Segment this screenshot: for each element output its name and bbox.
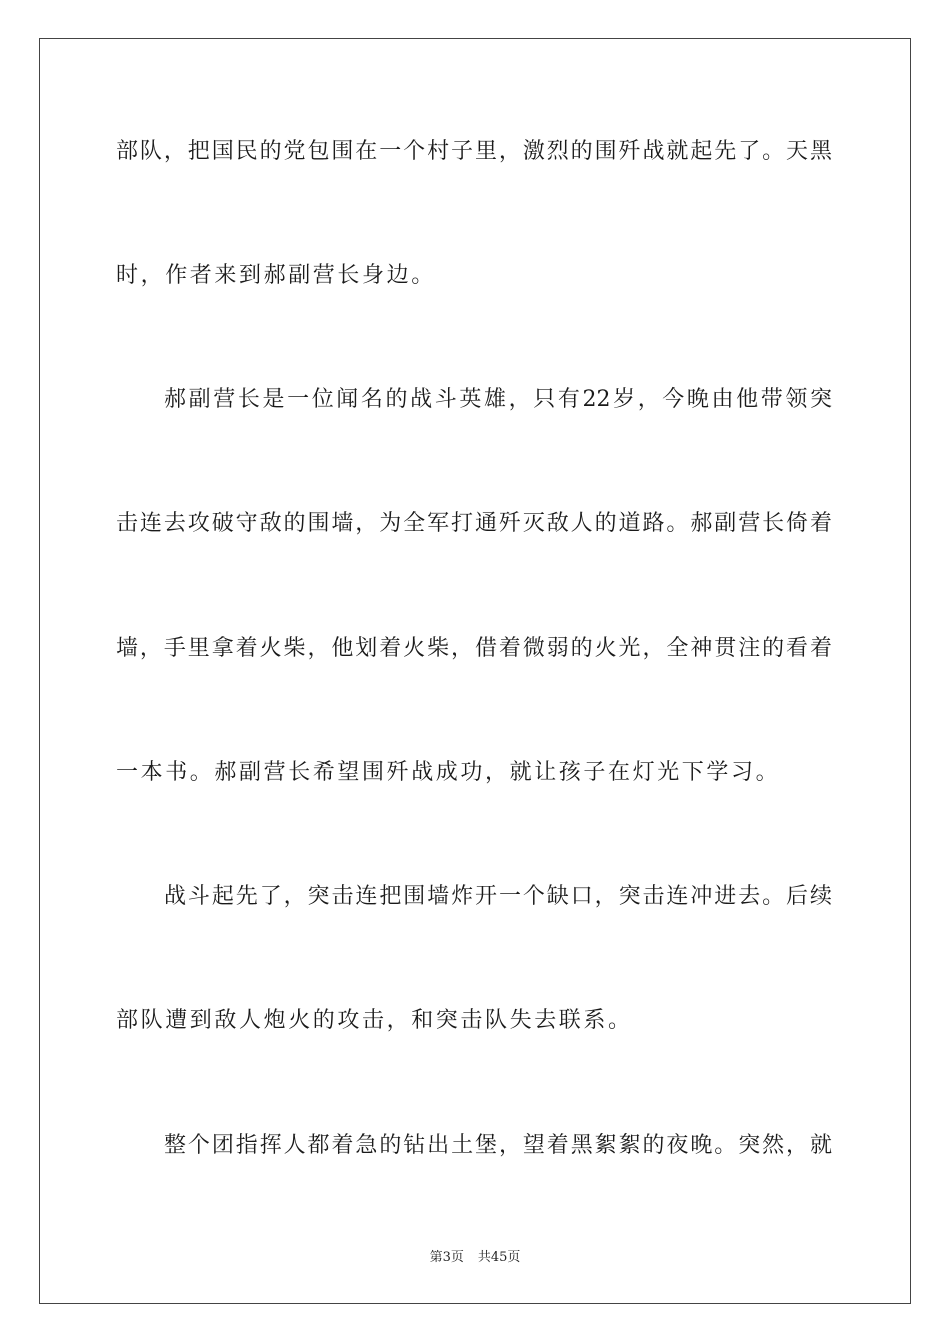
text-line: 时，作者来到郝副营长身边。: [116, 263, 436, 288]
text-line: 墙，手里拿着火柴，他划着火柴，借着微弱的火光，全神贯注的看着: [116, 636, 832, 661]
text-line: 击连去攻破守敌的围墙，为全军打通歼灭敌人的道路。郝副营长倚着: [116, 511, 832, 536]
text-line: 部队遭到敌人炮火的攻击，和突击队失去联系。: [116, 1008, 633, 1033]
page-border: [39, 38, 911, 1304]
text-line: 郝副营长是一位闻名的战斗英雄，只有22岁，今晚由他带领突: [164, 387, 832, 412]
text-line: 整个团指挥人都着急的钻出土堡，望着黑絮絮的夜晚。突然，就: [164, 1133, 832, 1158]
page-footer: [0, 1250, 950, 1266]
text-line: 一本书。郝副营长希望围歼战成功，就让孩子在灯光下学习。: [116, 760, 781, 785]
text-line: 战斗起先了，突击连把围墙炸开一个缺口，突击连冲进去。后续: [164, 884, 832, 909]
total-pages: 共45页: [477, 1250, 521, 1265]
text-line: 部队，把国民的党包围在一个村子里，激烈的围歼战就起先了。天黑: [116, 139, 832, 164]
current-page-number: 第3页: [429, 1250, 464, 1265]
